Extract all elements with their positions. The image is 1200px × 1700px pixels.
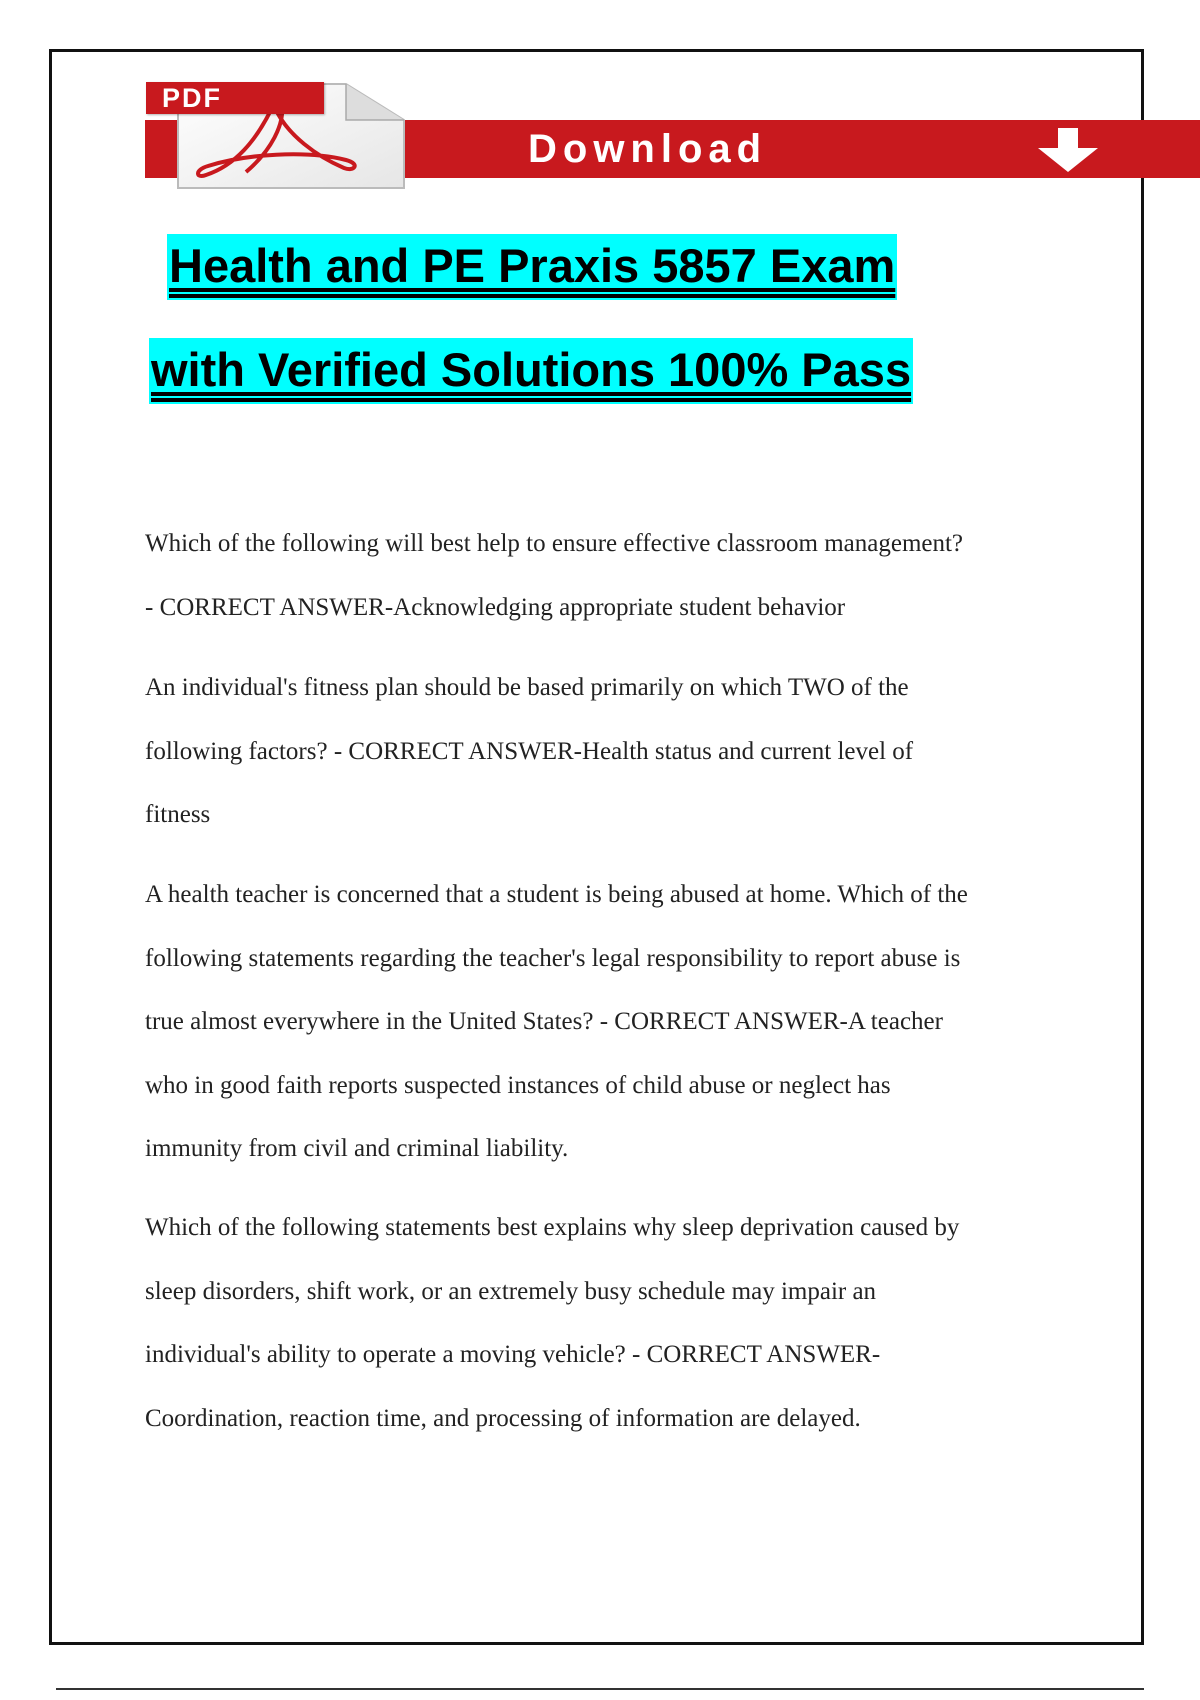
qa-line: sleep disorders, shift work, or an extremely busy schedule may impair an [145,1277,877,1305]
qa-line: following factors? - CORRECT ANSWER-Health status and current level of [145,737,914,765]
download-label[interactable]: Download [528,127,768,171]
document-title-line-1: Health and PE Praxis 5857 Exam [167,234,897,300]
qa-line: A health teacher is concerned that a student is being abused at home. Which of the [145,881,968,908]
qa-line: fitness [145,801,211,828]
qa-line: true almost everywhere in the United States? - CORRECT ANSWER-A teacher [145,1008,943,1035]
qa-line: Which of the following statements best explains why sleep deprivation caused by [145,1214,960,1241]
qa-item-4 [145,1196,1065,1450]
qa-item-2 [145,656,1065,847]
qa-line: Coordination, reaction time, and processing of information are delayed. [145,1404,861,1432]
qa-line: An individual's fitness plan should be based primarily on which TWO of the [145,674,909,701]
qa-item-1 [145,512,1065,639]
download-arrow-icon[interactable] [1028,126,1108,174]
document-title-line-2: with Verified Solutions 100% Pass [149,338,913,404]
qa-line: individual's ability to operate a moving vehicle? - CORRECT ANSWER- [145,1341,881,1368]
qa-line: - CORRECT ANSWER-Acknowledging appropriate student behavior [145,593,846,621]
qa-line: following statements regarding the teacher's legal responsibility to report abuse is [145,944,961,972]
qa-line: Which of the following will best help to ensure effective classroom management? [145,530,964,557]
pdf-label: PDF [146,82,324,114]
qa-line: who in good faith reports suspected instances of child abuse or neglect has [145,1071,891,1099]
qa-line: immunity from civil and criminal liability. [145,1135,569,1162]
qa-item-3 [145,863,1065,1181]
bottom-rule [56,1688,1144,1690]
